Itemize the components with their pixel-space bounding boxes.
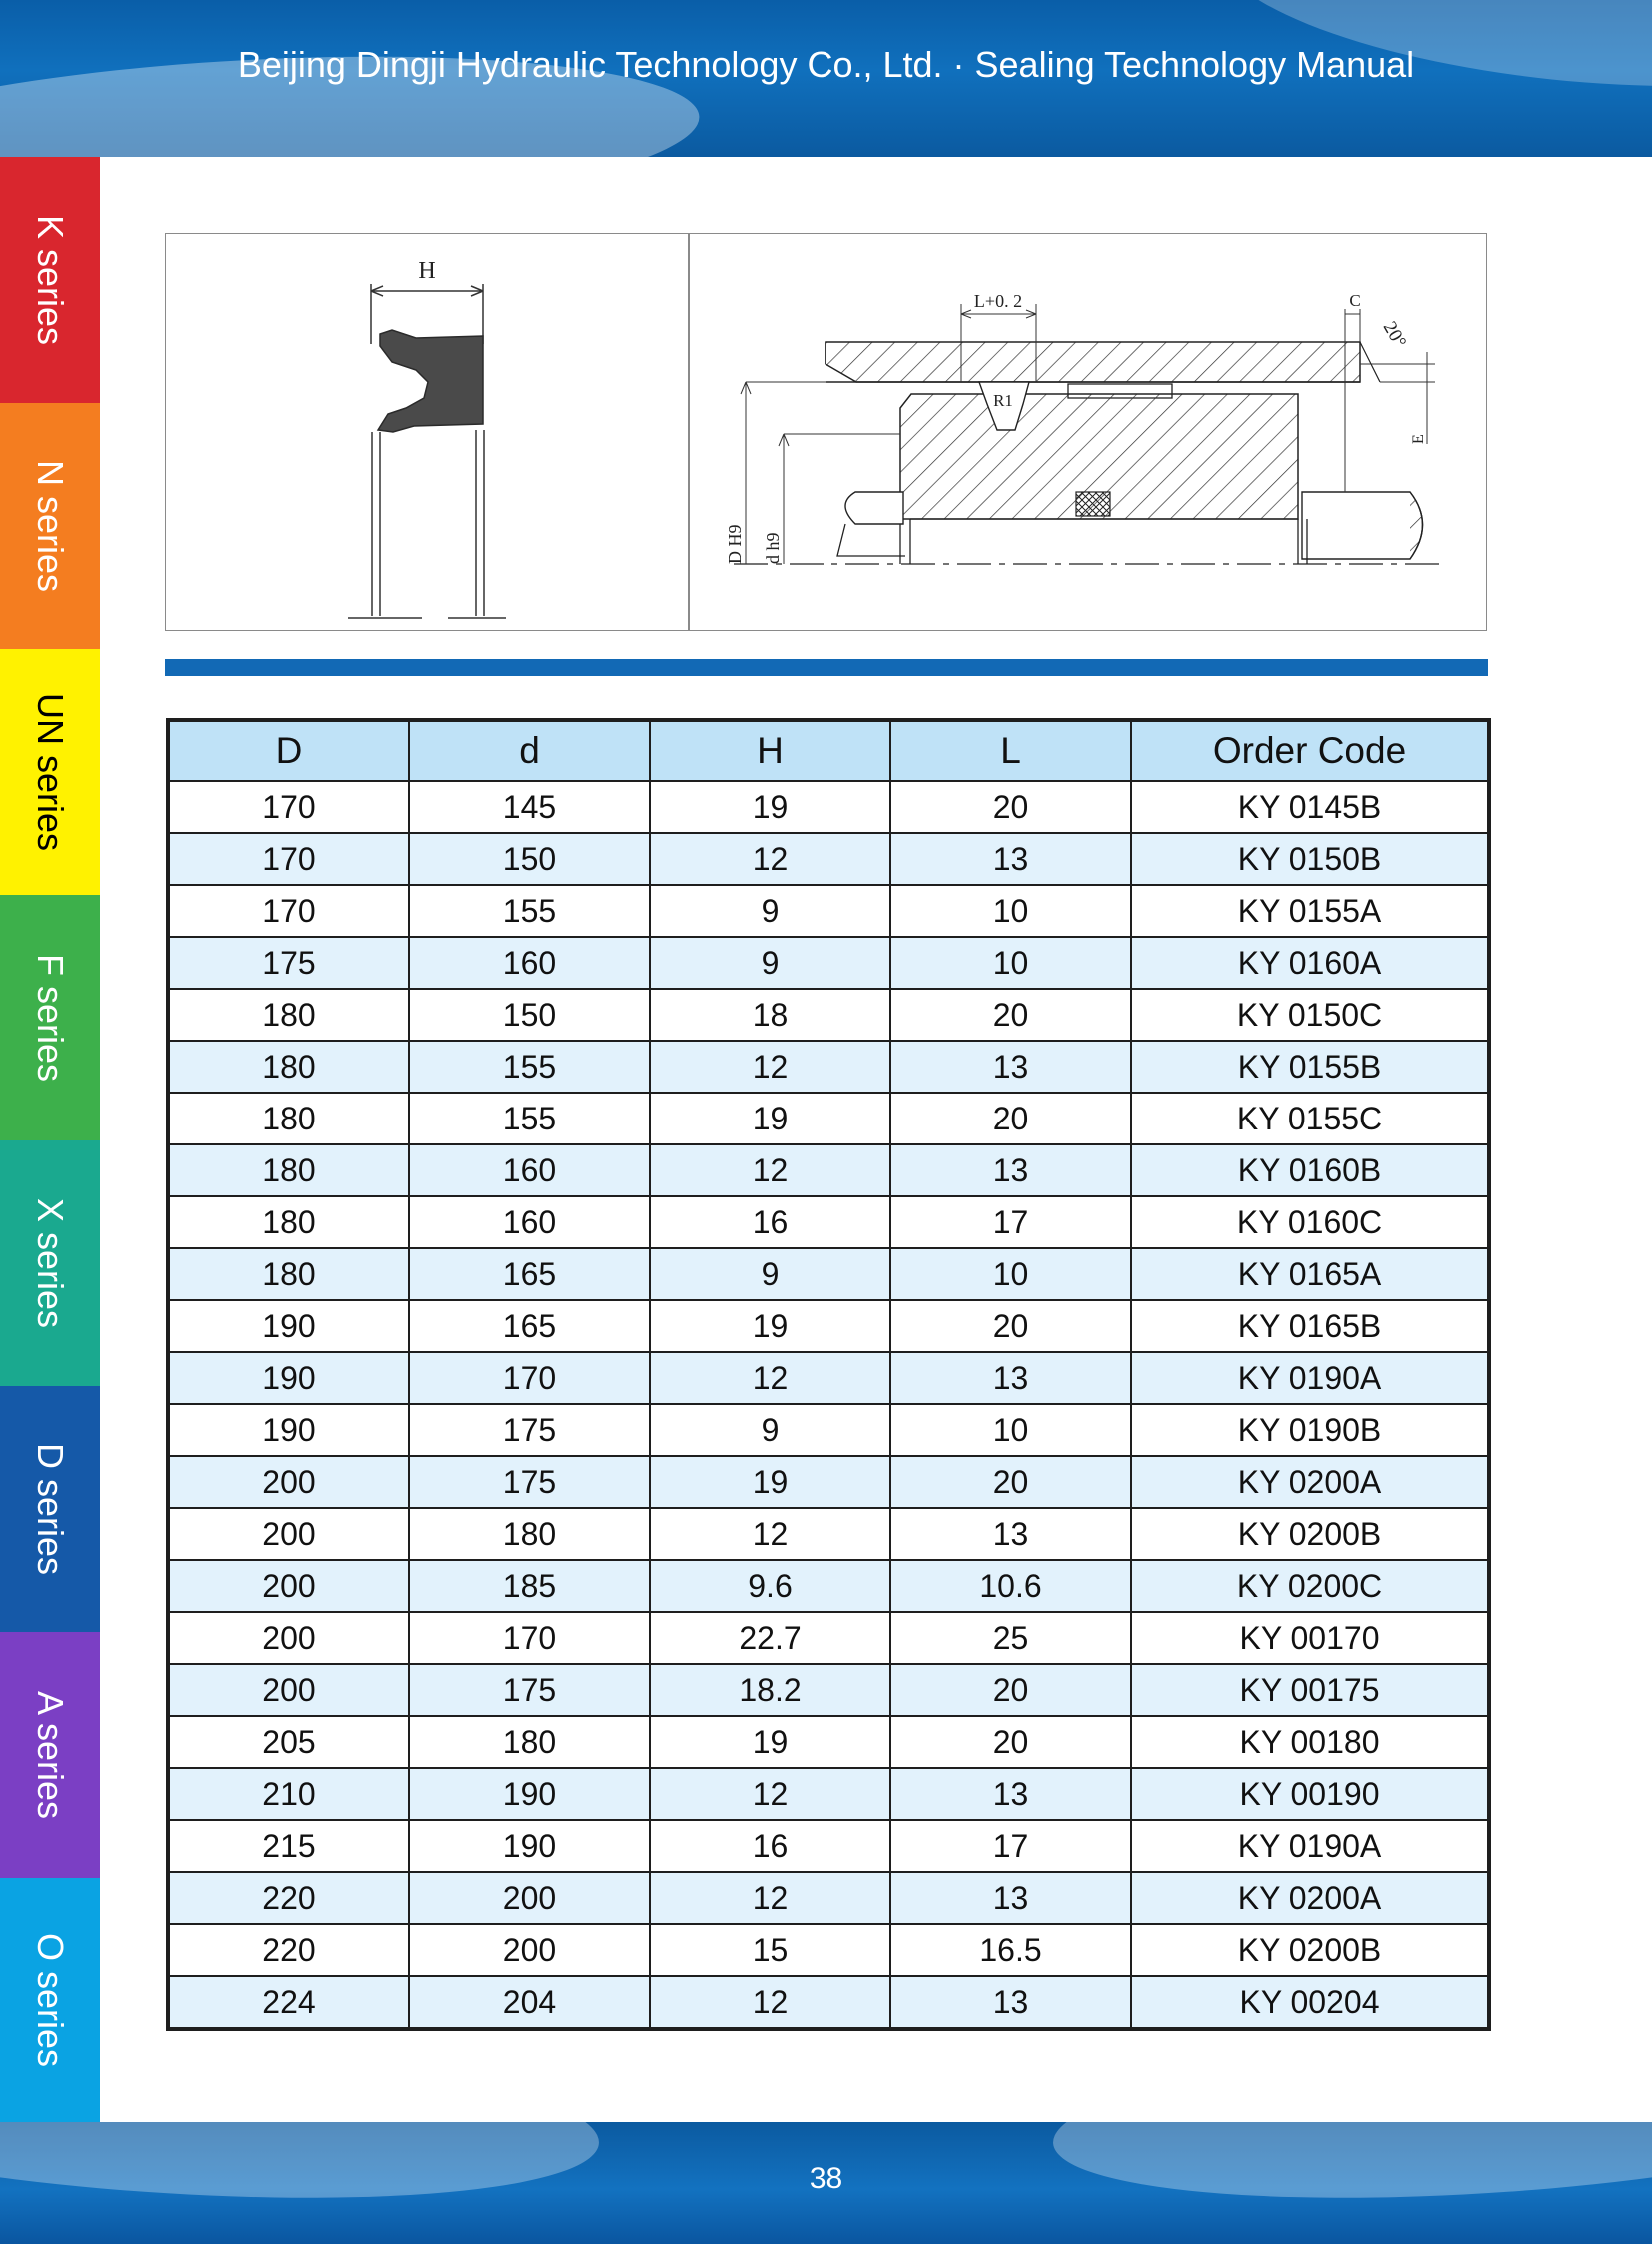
table-cell: 200 xyxy=(168,1560,409,1612)
tab-a-series[interactable] xyxy=(0,1632,100,1878)
table-cell: 170 xyxy=(168,833,409,885)
table-cell: KY 0190B xyxy=(1131,1404,1489,1456)
table-cell: KY 0150C xyxy=(1131,989,1489,1041)
table-cell: 17 xyxy=(890,1196,1131,1248)
table-cell: 9 xyxy=(650,1404,890,1456)
dimension-label-h: H xyxy=(418,258,436,284)
table-cell: 12 xyxy=(650,1041,890,1093)
page-number: 38 xyxy=(809,2162,843,2195)
table-cell: 20 xyxy=(890,1093,1131,1144)
table-cell: 12 xyxy=(650,833,890,885)
table-cell: 185 xyxy=(409,1560,650,1612)
table-cell: 190 xyxy=(168,1404,409,1456)
table-cell: 19 xyxy=(650,1300,890,1352)
table-cell: 155 xyxy=(409,885,650,937)
table-cell: 12 xyxy=(650,1976,890,2029)
dimension-label-e: E xyxy=(1410,434,1427,444)
table-cell: 180 xyxy=(168,1248,409,1300)
table-row xyxy=(168,1144,1489,1196)
column-header-l: L xyxy=(890,720,1131,781)
table-cell: 13 xyxy=(890,1872,1131,1924)
table-row xyxy=(168,989,1489,1041)
technical-drawing xyxy=(165,233,1487,631)
table-cell: 10 xyxy=(890,885,1131,937)
table-cell: 10 xyxy=(890,1248,1131,1300)
table-cell: 200 xyxy=(168,1508,409,1560)
table-cell: KY 0160A xyxy=(1131,937,1489,989)
table-cell: 9 xyxy=(650,1248,890,1300)
table-cell: KY 0155B xyxy=(1131,1041,1489,1093)
table-cell: 200 xyxy=(168,1456,409,1508)
table-row xyxy=(168,1768,1489,1820)
table-cell: 20 xyxy=(890,1456,1131,1508)
table-cell: 10 xyxy=(890,937,1131,989)
table-cell: 224 xyxy=(168,1976,409,2029)
table-cell: 190 xyxy=(168,1300,409,1352)
table-row xyxy=(168,1508,1489,1560)
table-cell: 9.6 xyxy=(650,1560,890,1612)
tab-x-series[interactable] xyxy=(0,1140,100,1386)
table-cell: 200 xyxy=(409,1924,650,1976)
table-row xyxy=(168,1456,1489,1508)
table-cell: 12 xyxy=(650,1144,890,1196)
table-cell: 13 xyxy=(890,1041,1131,1093)
table-row xyxy=(168,1093,1489,1144)
column-header-d-outer: D xyxy=(168,720,409,781)
table-cell: KY 0160B xyxy=(1131,1144,1489,1196)
table-cell: 12 xyxy=(650,1508,890,1560)
dimension-label-c: C xyxy=(1349,291,1361,310)
table-cell: 175 xyxy=(409,1664,650,1716)
header-title: Beijing Dingji Hydraulic Technology Co., Ltd. · Sealing Technology Manual xyxy=(237,44,1415,85)
table-cell: KY 0155A xyxy=(1131,885,1489,937)
table-cell: 12 xyxy=(650,1768,890,1820)
table-cell: KY 0160C xyxy=(1131,1196,1489,1248)
table-cell: 180 xyxy=(168,1144,409,1196)
table-cell: KY 00204 xyxy=(1131,1976,1489,2029)
tab-label: D series xyxy=(30,1442,71,1576)
table-cell: 20 xyxy=(890,989,1131,1041)
table-cell: 155 xyxy=(409,1041,650,1093)
table-row xyxy=(168,833,1489,885)
tab-label: X series xyxy=(30,1197,71,1329)
table-cell: 9 xyxy=(650,885,890,937)
table-cell: KY 0190A xyxy=(1131,1820,1489,1872)
table-cell: 145 xyxy=(409,781,650,833)
table-cell: 170 xyxy=(168,781,409,833)
table-cell: 9 xyxy=(650,937,890,989)
table-body xyxy=(168,781,1489,2029)
table-cell: 10 xyxy=(890,1404,1131,1456)
table-cell: 18 xyxy=(650,989,890,1041)
table-cell: 180 xyxy=(168,989,409,1041)
table-cell: 165 xyxy=(409,1300,650,1352)
table-cell: 200 xyxy=(168,1664,409,1716)
table-cell: 190 xyxy=(168,1352,409,1404)
table-cell: 200 xyxy=(168,1612,409,1664)
table-cell: 160 xyxy=(409,937,650,989)
table-cell: 12 xyxy=(650,1872,890,1924)
section-divider-band xyxy=(165,659,1488,676)
table-cell: 20 xyxy=(890,1664,1131,1716)
table-cell: 150 xyxy=(409,989,650,1041)
tab-d-series[interactable] xyxy=(0,1386,100,1632)
table-cell: KY 00175 xyxy=(1131,1664,1489,1716)
dimension-label-d-h9: D H9 xyxy=(725,524,745,564)
table-cell: 13 xyxy=(890,1144,1131,1196)
table-row xyxy=(168,1560,1489,1612)
table-cell: 200 xyxy=(409,1872,650,1924)
tab-o-series[interactable] xyxy=(0,1878,100,2122)
table-cell: KY 0190A xyxy=(1131,1352,1489,1404)
table-cell: 170 xyxy=(168,885,409,937)
table-cell: 17 xyxy=(890,1820,1131,1872)
table-cell: 180 xyxy=(409,1508,650,1560)
table-cell: 175 xyxy=(168,937,409,989)
table-cell: 18.2 xyxy=(650,1664,890,1716)
table-row xyxy=(168,1976,1489,2029)
table-cell: KY 00190 xyxy=(1131,1768,1489,1820)
table-cell: 13 xyxy=(890,833,1131,885)
table-cell: KY 00170 xyxy=(1131,1612,1489,1664)
tab-label: F series xyxy=(30,953,71,1083)
table-cell: 13 xyxy=(890,1352,1131,1404)
table-row xyxy=(168,885,1489,937)
column-header-h: H xyxy=(650,720,890,781)
page-header xyxy=(0,0,1652,157)
table-cell: 170 xyxy=(409,1612,650,1664)
table-cell: 20 xyxy=(890,1300,1131,1352)
table-row xyxy=(168,937,1489,989)
table-cell: 160 xyxy=(409,1144,650,1196)
table-cell: KY 0200A xyxy=(1131,1872,1489,1924)
table-cell: KY 0165A xyxy=(1131,1248,1489,1300)
table-cell: KY 0150B xyxy=(1131,833,1489,885)
table-cell: 16 xyxy=(650,1820,890,1872)
table-cell: 19 xyxy=(650,1716,890,1768)
table-cell: KY 0200B xyxy=(1131,1508,1489,1560)
table-cell: 220 xyxy=(168,1924,409,1976)
table-row xyxy=(168,1041,1489,1093)
installation-section xyxy=(725,291,1440,564)
table-cell: 13 xyxy=(890,1976,1131,2029)
table-cell: 180 xyxy=(168,1093,409,1144)
tab-label: A series xyxy=(30,1690,71,1820)
table-cell: 16.5 xyxy=(890,1924,1131,1976)
table-cell: KY 00180 xyxy=(1131,1716,1489,1768)
table-cell: 20 xyxy=(890,781,1131,833)
table-row xyxy=(168,1300,1489,1352)
dimension-label-l: L+0. 2 xyxy=(973,291,1023,311)
table-cell: 155 xyxy=(409,1093,650,1144)
table-cell: 13 xyxy=(890,1508,1131,1560)
table-cell: 210 xyxy=(168,1768,409,1820)
seal-profile xyxy=(348,258,506,618)
table-cell: 19 xyxy=(650,781,890,833)
column-header-d-inner: d xyxy=(409,720,650,781)
table-cell: 190 xyxy=(409,1820,650,1872)
table-header-row xyxy=(168,720,1489,781)
table-row xyxy=(168,1872,1489,1924)
table-cell: 215 xyxy=(168,1820,409,1872)
table-cell: 160 xyxy=(409,1196,650,1248)
table-cell: KY 0165B xyxy=(1131,1300,1489,1352)
tab-label: O series xyxy=(30,1932,71,2068)
dimension-label-r1: R1 xyxy=(993,391,1013,410)
table-row xyxy=(168,1716,1489,1768)
table-cell: 170 xyxy=(409,1352,650,1404)
table-cell: 180 xyxy=(409,1716,650,1768)
dimension-label-angle: 20° xyxy=(1378,318,1411,352)
table-cell: KY 0200A xyxy=(1131,1456,1489,1508)
tab-label: K series xyxy=(30,214,71,346)
table-cell: 175 xyxy=(409,1456,650,1508)
table-cell: 220 xyxy=(168,1872,409,1924)
table-row xyxy=(168,1612,1489,1664)
page-footer xyxy=(0,2122,1652,2244)
tab-label: UN series xyxy=(30,692,71,852)
table-cell: 10.6 xyxy=(890,1560,1131,1612)
table-cell: 205 xyxy=(168,1716,409,1768)
dimension-label-d-h9-rod: d h9 xyxy=(763,532,783,564)
tab-f-series[interactable] xyxy=(0,895,100,1140)
table-cell: KY 0155C xyxy=(1131,1093,1489,1144)
table-row xyxy=(168,1404,1489,1456)
table-row xyxy=(168,1248,1489,1300)
tab-label: N series xyxy=(30,459,71,593)
table-row xyxy=(168,1352,1489,1404)
table-row xyxy=(168,1196,1489,1248)
table-cell: 165 xyxy=(409,1248,650,1300)
table-cell: 25 xyxy=(890,1612,1131,1664)
table-cell: 15 xyxy=(650,1924,890,1976)
table-cell: 22.7 xyxy=(650,1612,890,1664)
table-cell: 20 xyxy=(890,1716,1131,1768)
table-cell: 175 xyxy=(409,1404,650,1456)
series-tabs xyxy=(0,157,100,2122)
table-cell: 180 xyxy=(168,1196,409,1248)
table-cell: 19 xyxy=(650,1456,890,1508)
table-cell: 190 xyxy=(409,1768,650,1820)
table-row xyxy=(168,1924,1489,1976)
table-row xyxy=(168,1820,1489,1872)
table-cell: 180 xyxy=(168,1041,409,1093)
table-cell: KY 0200C xyxy=(1131,1560,1489,1612)
table-cell: KY 0145B xyxy=(1131,781,1489,833)
tab-n-series[interactable] xyxy=(0,403,100,649)
tab-k-series[interactable] xyxy=(0,157,100,403)
table-cell: 16 xyxy=(650,1196,890,1248)
column-header-order-code: Order Code xyxy=(1131,720,1489,781)
table-cell: 150 xyxy=(409,833,650,885)
table-row xyxy=(168,781,1489,833)
table-cell: 12 xyxy=(650,1352,890,1404)
table-cell: 19 xyxy=(650,1093,890,1144)
table-cell: 204 xyxy=(409,1976,650,2029)
table-row xyxy=(168,1664,1489,1716)
seal-drawing-svg xyxy=(166,234,1488,632)
seal-dimensions-table xyxy=(166,718,1491,2031)
tab-un-series[interactable] xyxy=(0,649,100,895)
table-cell: KY 0200B xyxy=(1131,1924,1489,1976)
table-cell: 13 xyxy=(890,1768,1131,1820)
